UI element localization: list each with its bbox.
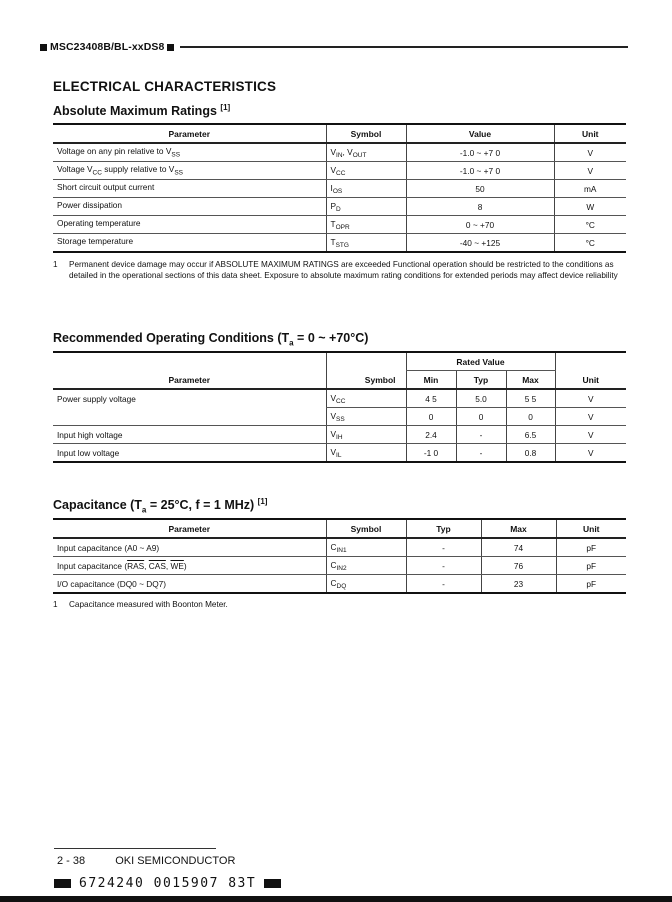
param-cell: Power supply voltage (57, 393, 136, 404)
table-header-row (53, 124, 626, 143)
table-row (53, 162, 626, 180)
rec-op-table (53, 351, 626, 463)
col-header: Typ (456, 371, 506, 390)
typ-cell: - (406, 538, 481, 557)
typ-cell: - (406, 557, 481, 575)
cap-title-post: = 25°C, f = 1 MHz) (146, 498, 255, 513)
symbol-cell (326, 575, 406, 594)
symbol-cell (326, 444, 406, 463)
text-fragment: STG (335, 241, 349, 249)
text-fragment: IN2 (336, 564, 347, 572)
cap-title-sub: a (141, 505, 147, 515)
param-cell (53, 557, 326, 575)
symbol-cell (326, 143, 406, 162)
text-fragment: Storage temperature (57, 236, 134, 247)
max-cell: 0.8 (506, 444, 555, 463)
rec-op-title-text: Recommended Operating Conditions (T (53, 331, 290, 345)
text-fragment: supply relative to V (101, 164, 175, 175)
min-cell: 0 (406, 408, 456, 426)
symbol-cell (326, 557, 406, 575)
symbol-cell (326, 389, 406, 408)
min-cell: 2.4 (406, 426, 456, 444)
text-fragment: C (330, 577, 337, 588)
text-fragment: DQ (336, 582, 347, 590)
text-fragment: Voltage on any pin relative to V (57, 146, 172, 157)
table-row (53, 575, 626, 594)
symbol-cell (326, 408, 406, 426)
value-cell: -1.0 ~ +7 0 (406, 162, 554, 180)
unit-cell: V (554, 162, 626, 180)
symbol-cell (326, 234, 406, 253)
symbol-cell (326, 426, 406, 444)
col-header: Symbol (326, 352, 406, 389)
typ-cell: 0 (456, 408, 506, 426)
text-fragment: CC (92, 169, 102, 177)
unit-cell: V (555, 389, 626, 408)
table-row (53, 198, 626, 216)
text-fragment: V (330, 410, 337, 421)
barcode-block-icon (264, 879, 281, 888)
header-title: MSC23408B/BL-xxDS8 (50, 41, 165, 53)
symbol-cell (326, 216, 406, 234)
text-fragment: SS (174, 169, 183, 177)
cap-title-text: Capacitance (T (53, 498, 142, 513)
param-cell (53, 143, 326, 162)
text-fragment: CC (336, 397, 346, 405)
footer-rule (54, 848, 216, 849)
abs-max-ref: [1] (220, 103, 231, 112)
text-fragment: IH (336, 433, 343, 441)
scan-edge-bar (0, 896, 672, 902)
typ-cell: - (456, 426, 506, 444)
text-fragment: V (330, 446, 337, 457)
text-fragment: P (330, 200, 337, 211)
text-fragment: ) (183, 560, 187, 571)
col-header: Min (406, 371, 456, 390)
table-row (53, 538, 626, 557)
param-cell (53, 234, 326, 253)
max-cell: 5 5 (506, 389, 555, 408)
unit-cell: pF (556, 575, 626, 594)
table-row (53, 444, 626, 463)
table-row (53, 143, 626, 162)
text-fragment: V (330, 146, 337, 157)
symbol-cell (326, 180, 406, 198)
text-fragment: OPR (335, 223, 350, 231)
text-fragment: Input capacitance ( (57, 560, 128, 571)
table-row (53, 234, 626, 253)
text-fragment: OS (332, 187, 343, 195)
unit-cell: °C (554, 234, 626, 253)
unit-cell: mA (554, 180, 626, 198)
max-cell: 23 (481, 575, 556, 594)
text-fragment: V (330, 164, 337, 175)
text-fragment: D (336, 205, 341, 213)
header-square-icon (40, 44, 47, 51)
abs-max-title (53, 103, 230, 118)
col-header: Max (506, 371, 555, 390)
text-fragment: $\overline{RAS}$ (127, 560, 145, 571)
text-fragment: $\overline{CAS}$ (148, 560, 166, 571)
col-header: Typ (406, 519, 481, 538)
param-cell (53, 180, 326, 198)
text-fragment: C (330, 559, 337, 570)
header-square-icon (167, 44, 174, 51)
cap-ref: [1] (257, 497, 268, 506)
symbol-cell (326, 198, 406, 216)
col-header: Max (481, 519, 556, 538)
max-cell: 6.5 (506, 426, 555, 444)
param-cell: Input high voltage (53, 426, 326, 444)
unit-cell: V (555, 444, 626, 463)
text-fragment: Short circuit output current (57, 182, 155, 193)
typ-cell: - (456, 444, 506, 463)
text-fragment: $\overline{WE}$ (170, 560, 184, 571)
text-fragment: , (144, 560, 149, 571)
text-fragment: I (330, 182, 333, 193)
col-header-rated-value: Rated Value (406, 352, 555, 371)
section-title: ELECTRICAL CHARACTERISTICS (53, 79, 277, 94)
text-fragment: T (330, 218, 336, 229)
col-header: Unit (555, 352, 626, 389)
unit-cell: V (555, 408, 626, 426)
text-fragment: , (165, 560, 171, 571)
cap-title (53, 497, 267, 515)
text-fragment: Voltage V (57, 164, 93, 175)
param-cell (53, 216, 326, 234)
unit-cell: pF (556, 538, 626, 557)
param-cell: Input low voltage (53, 444, 326, 463)
text-fragment: Input capacitance (A0 ~ A9) (57, 542, 160, 553)
text-fragment: CC (336, 169, 346, 177)
table-row (53, 180, 626, 198)
text-fragment: T (330, 236, 336, 247)
value-cell: -1.0 ~ +7 0 (406, 143, 554, 162)
text-fragment: V (330, 428, 337, 439)
footnote-number: 1 (53, 600, 58, 609)
table-header-row (53, 352, 626, 371)
value-cell: 0 ~ +70 (406, 216, 554, 234)
cap-table (53, 518, 626, 594)
col-header: Parameter (53, 124, 326, 143)
rec-op-title-sub: a (289, 338, 294, 348)
table-row (53, 408, 626, 426)
col-header: Unit (556, 519, 626, 538)
text-fragment: IL (336, 451, 342, 459)
col-header: Symbol (326, 519, 406, 538)
text-fragment: C (330, 541, 337, 552)
running-header (40, 40, 628, 54)
table-row (53, 426, 626, 444)
param-cell (53, 162, 326, 180)
barcode-block-icon (54, 879, 71, 888)
footnote-text: Permanent device damage may occur if ABSOLUTE MAXIMUM RATINGS are exceeded Functional operation should be restricted to the conditions as detailed in the operational sections of this data sheet. Exposure to absolute maximum rating conditions for extended periods may affect device reliability (69, 260, 618, 280)
typ-cell: - (406, 575, 481, 594)
value-cell: -40 ~ +125 (406, 234, 554, 253)
param-cell (53, 408, 326, 426)
footnote-number: 1 (53, 260, 58, 269)
text-fragment: IN1 (336, 546, 347, 554)
table-row (53, 216, 626, 234)
max-cell: 74 (481, 538, 556, 557)
min-cell: 4 5 (406, 389, 456, 408)
param-cell (53, 198, 326, 216)
cap-footnote (53, 600, 228, 611)
value-cell: 8 (406, 198, 554, 216)
typ-cell: 5.0 (456, 389, 506, 408)
table-header-row (53, 519, 626, 538)
max-cell: 76 (481, 557, 556, 575)
table-row (53, 557, 626, 575)
header-rule (180, 46, 628, 48)
min-cell: -1 0 (406, 444, 456, 463)
text-fragment: IN (336, 151, 343, 159)
col-header: Unit (554, 124, 626, 143)
text-fragment: OUT (352, 151, 367, 159)
col-header: Value (406, 124, 554, 143)
col-header: Parameter (53, 352, 326, 389)
text-fragment: SS (171, 151, 181, 159)
unit-cell: V (554, 143, 626, 162)
param-cell (53, 538, 326, 557)
unit-cell: °C (554, 216, 626, 234)
text-fragment: , V (342, 146, 353, 157)
page-number: 2 - 38 (57, 855, 86, 867)
unit-cell: W (554, 198, 626, 216)
symbol-cell (326, 162, 406, 180)
col-header: Symbol (326, 124, 406, 143)
barcode-line (54, 876, 281, 891)
text-fragment: SS (336, 415, 345, 423)
rec-op-title (53, 331, 368, 348)
table-row (53, 389, 626, 408)
text-fragment: I/O capacitance (DQ0 ~ DQ7) (57, 578, 167, 589)
text-fragment: Power dissipation (57, 200, 123, 211)
param-cell (53, 575, 326, 594)
text-fragment: Operating temperature (57, 218, 141, 229)
rec-op-title-post: = 0 ~ +70°C) (293, 331, 369, 345)
symbol-cell (326, 538, 406, 557)
max-cell: 0 (506, 408, 555, 426)
unit-cell: V (555, 426, 626, 444)
abs-max-footnote (53, 260, 628, 281)
footnote-text: Capacitance measured with Boonton Meter. (69, 600, 228, 609)
abs-max-table (53, 123, 626, 253)
page-footer (57, 855, 235, 867)
col-header: Parameter (53, 519, 326, 538)
text-fragment: V (330, 392, 337, 403)
company-name: OKI SEMICONDUCTOR (115, 855, 236, 867)
barcode-text: 6724240 0015907 83T (79, 876, 257, 891)
abs-max-title-text: Absolute Maximum Ratings (53, 104, 217, 119)
unit-cell: pF (556, 557, 626, 575)
value-cell: 50 (406, 180, 554, 198)
